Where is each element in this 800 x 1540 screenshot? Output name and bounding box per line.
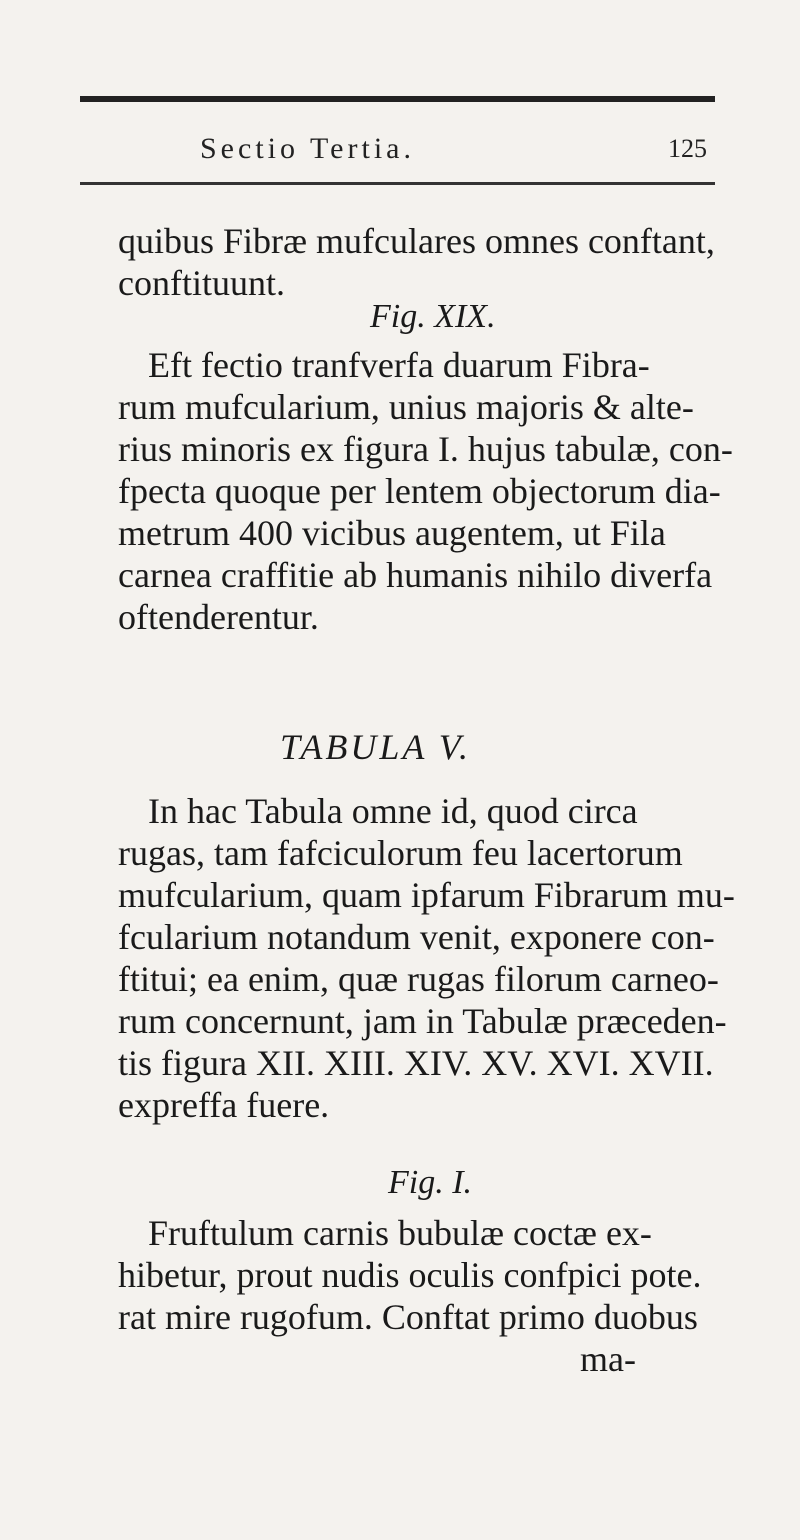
text-line: conftituunt. (118, 263, 285, 303)
text-line: metrum 400 vicibus augentem, ut Fila (118, 513, 666, 553)
text-line: tis figura XII. XIII. XIV. XV. XVI. XVII. (118, 1043, 714, 1083)
text-line: Eft fectio tranfverfa duarum Fibra- (148, 345, 650, 385)
figure-label-i: Fig. I. (388, 1164, 473, 1201)
paragraph-continuation (118, 220, 718, 304)
text-line: fpecta quoque per lentem objectorum dia- (118, 471, 721, 511)
catchword: ma- (580, 1339, 636, 1379)
text-line: hibetur, prout nudis oculis confpici pote. (118, 1255, 702, 1295)
text-line: rum concernunt, jam in Tabulæ præceden- (118, 1001, 727, 1041)
text-line: rum mufcularium, unius majoris & alte- (118, 387, 694, 427)
paragraph-fig-xix (118, 344, 733, 638)
text-line: Fruftulum carnis bubulæ coctæ ex- (148, 1213, 652, 1253)
text-line: rat mire rugofum. Conftat primo duobus (118, 1297, 698, 1337)
page-number: 125 (668, 134, 707, 163)
text-line: carnea craffitie ab humanis nihilo diverfa (118, 555, 713, 595)
head-rule (80, 182, 715, 185)
text-line: quibus Fibræ mufculares omnes conftant, (118, 221, 715, 261)
top-rule (80, 96, 715, 102)
paragraph-tabula (118, 790, 735, 1126)
section-heading-tabula: TABULA V. (280, 727, 472, 767)
text-line: rugas, tam fafciculorum feu lacertorum (118, 833, 683, 873)
figure-label-xix: Fig. XIX. (370, 298, 496, 335)
text-line: rius minoris ex figura I. hujus tabulæ, con- (118, 429, 733, 469)
text-line: expreffa fuere. (118, 1085, 330, 1125)
text-line: In hac Tabula omne id, quod circa (148, 791, 638, 831)
running-head: Sectio Tertia. (200, 132, 415, 165)
text-line: fcularium notandum venit, exponere con- (118, 917, 715, 957)
text-line: oftenderentur. (118, 597, 319, 637)
text-line: ftitui; ea enim, quæ rugas filorum carneo- (118, 959, 719, 999)
text-line: mufcularium, quam ipfarum Fibrarum mu- (118, 875, 735, 915)
paragraph-fig-i (118, 1212, 718, 1380)
